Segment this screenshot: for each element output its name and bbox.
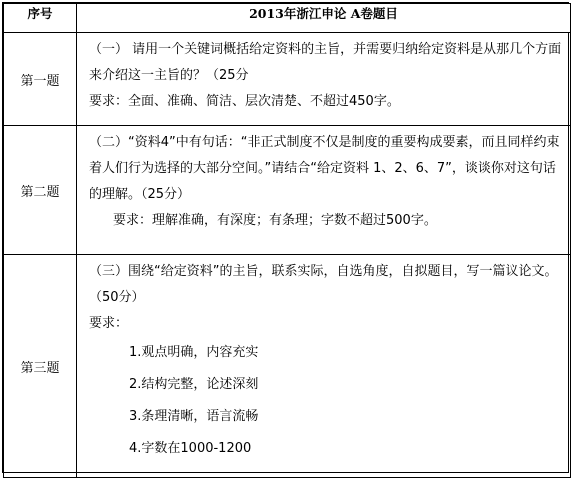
exam-questions-table [3, 3, 571, 478]
table-row [4, 33, 571, 126]
table-header-row [4, 4, 571, 33]
table-row [4, 255, 571, 478]
requirement-item: 4.字数在1000-1200 [129, 441, 252, 456]
header-title: 2013年浙江申论 A卷题目 [77, 4, 571, 33]
question-text: （二）“资料4”中有句话：“非正式制度不仅是制度的重要构成要素，而且同样约束着人们行为选择的大部分空间。”请结合“给定资料 1、2、6、7”，谈谈你对这句话的理解。（25分） [89, 135, 560, 202]
requirement-item: 3.条理清晰，语言流畅 [129, 409, 259, 424]
row-content [77, 33, 571, 126]
requirement-label: 要求： [89, 316, 129, 331]
requirement-text: 要求：理解准确，有深度；有条理；字数不超过500字。 [113, 213, 437, 228]
row-content [77, 255, 571, 478]
row-index: 第三题 [4, 255, 77, 478]
requirement-item: 1.观点明确，内容充实 [129, 345, 259, 360]
requirement-item: 2.结构完整，论述深刻 [129, 377, 259, 392]
row-content [77, 126, 571, 255]
requirement-text: 要求：全面、准确、简洁、层次清楚、不超过450字。 [89, 94, 400, 109]
row-index: 第二题 [4, 126, 77, 255]
question-text: （三）围绕“给定资料”的主旨，联系实际，自选角度，自拟题目，写一篇议论文。（50分） [89, 264, 558, 305]
header-index: 序号 [4, 4, 77, 33]
row-index: 第一题 [4, 33, 77, 126]
exam-table-frame [2, 2, 569, 473]
question-text: （一） 请用一个关键词概括给定资料的主旨，并需要归纳给定资料是从那几个方面来介绍这一主旨的？（25分 [89, 42, 562, 83]
table-row [4, 126, 571, 255]
